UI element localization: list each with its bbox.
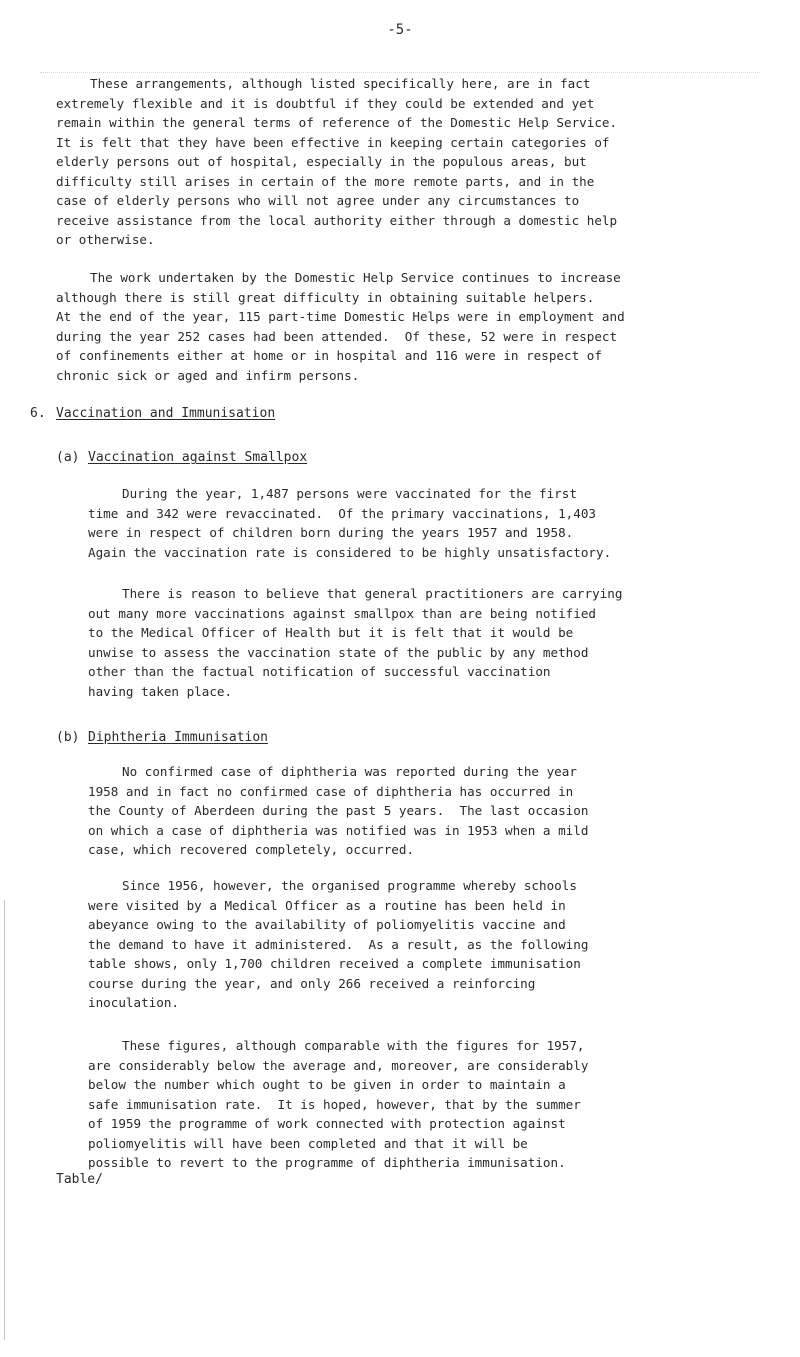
smallpox-paragraph-2: [88, 584, 768, 701]
text-line: inoculation.: [88, 995, 179, 1010]
text-line: There is reason to believe that general practitioners are carrying: [122, 586, 623, 601]
text-line: the County of Aberdeen during the past 5 years. The last occasion: [88, 803, 589, 818]
text-line: case of elderly persons who will not agree under any circumstances to: [56, 193, 580, 208]
text-line: possible to revert to the programme of diphtheria immunisation.: [88, 1155, 566, 1170]
text-line: were visited by a Medical Officer as a routine has been held in: [88, 897, 566, 913]
text-line: elderly persons out of hospital, especially in the populous areas, but: [56, 154, 587, 169]
subsection-label: (a): [56, 450, 80, 465]
text-line: during the year 252 cases had been attended. Of these, 52 were in respect: [56, 328, 618, 344]
diphtheria-paragraph-1: [88, 762, 768, 860]
text-line: of 1959 the programme of work connected with protection against: [88, 1116, 566, 1131]
text-line: receive assistance from the local authority either through a domestic help: [56, 212, 618, 228]
text-line: other than the factual notification of successful vaccination: [88, 664, 551, 679]
subsection-title: Vaccination against Smallpox: [88, 450, 308, 465]
text-line: extremely flexible and it is doubtful if they could be extended and yet: [56, 95, 595, 111]
text-line: These arrangements, although listed specifically here, are in fact: [90, 76, 591, 91]
text-line: course during the year, and only 266 received a reinforcing: [88, 975, 536, 991]
text-line: 1958 and in fact no confirmed case of diphtheria has occurred in: [88, 783, 574, 799]
subsection-label: (b): [56, 730, 80, 745]
text-line: The work undertaken by the Domestic Help Service continues to increase: [90, 270, 621, 285]
smallpox-paragraph-1: [88, 484, 768, 562]
scan-artifact-line: [40, 72, 760, 73]
text-line: table shows, only 1,700 children received a complete immunisation: [88, 956, 581, 971]
text-line: During the year, 1,487 persons were vaccinated for the first: [122, 486, 577, 501]
text-line: At the end of the year, 115 part-time Domestic Helps were in employment and: [56, 309, 625, 324]
text-line: remain within the general terms of reference of the Domestic Help Service.: [56, 115, 618, 130]
subsection-heading: [56, 448, 307, 467]
text-line: No confirmed case of diphtheria was reported during the year: [122, 764, 577, 779]
text-line: or otherwise.: [56, 232, 155, 247]
section-heading: [30, 404, 275, 423]
text-line: below the number which ought to be given in order to maintain a: [88, 1077, 566, 1092]
text-line: to the Medical Officer of Health but it is felt that it would be: [88, 625, 574, 640]
text-line: Since 1956, however, the organised programme whereby schools: [122, 878, 577, 893]
page-footer-catchword: Table/: [56, 1172, 103, 1187]
text-line: safe immunisation rate. It is hoped, however, that by the summer: [88, 1096, 581, 1112]
text-line: poliomyelitis will have been completed and that it will be: [88, 1135, 528, 1151]
diphtheria-paragraph-2: [88, 876, 768, 1013]
text-line: case, which recovered completely, occurred.: [88, 842, 415, 857]
page-number: -5-: [387, 22, 413, 38]
domestic-help-paragraph: [56, 268, 768, 385]
text-line: abeyance owing to the availability of poliomyelitis vaccine and: [88, 917, 566, 932]
text-line: the demand to have it administered. As a result, as the following: [88, 936, 589, 952]
text-line: chronic sick or aged and infirm persons.: [56, 367, 360, 383]
text-line: difficulty still arises in certain of the more remote parts, and in the: [56, 173, 595, 189]
text-line: These figures, although comparable with the figures for 1957,: [122, 1038, 585, 1053]
text-line: It is felt that they have been effective in keeping certain categories of: [56, 134, 610, 150]
section-title: Vaccination and Immunisation: [56, 406, 276, 421]
text-line: Again the vaccination rate is considered to be highly unsatisfactory.: [88, 544, 612, 560]
subsection-title: Diphtheria Immunisation: [88, 730, 269, 745]
text-line: having taken place.: [88, 683, 233, 699]
text-line: were in respect of children born during the years 1957 and 1958.: [88, 525, 574, 540]
text-line: on which a case of diphtheria was notified was in 1953 when a mild: [88, 822, 589, 838]
intro-paragraph: [56, 74, 768, 250]
diphtheria-paragraph-3: [88, 1036, 768, 1173]
text-line: although there is still great difficulty in obtaining suitable helpers.: [56, 289, 595, 305]
text-line: are considerably below the average and, moreover, are considerably: [88, 1057, 589, 1073]
subsection-heading: [56, 728, 268, 747]
text-line: unwise to assess the vaccination state of the public by any method: [88, 644, 589, 660]
section-number: 6.: [30, 406, 46, 421]
text-line: time and 342 were revaccinated. Of the primary vaccinations, 1,403: [88, 505, 596, 521]
text-line: out many more vaccinations against smallpox than are being notified: [88, 605, 596, 621]
text-line: of confinements either at home or in hospital and 116 were in respect of: [56, 348, 602, 363]
scan-edge-mark: [4, 900, 5, 1340]
